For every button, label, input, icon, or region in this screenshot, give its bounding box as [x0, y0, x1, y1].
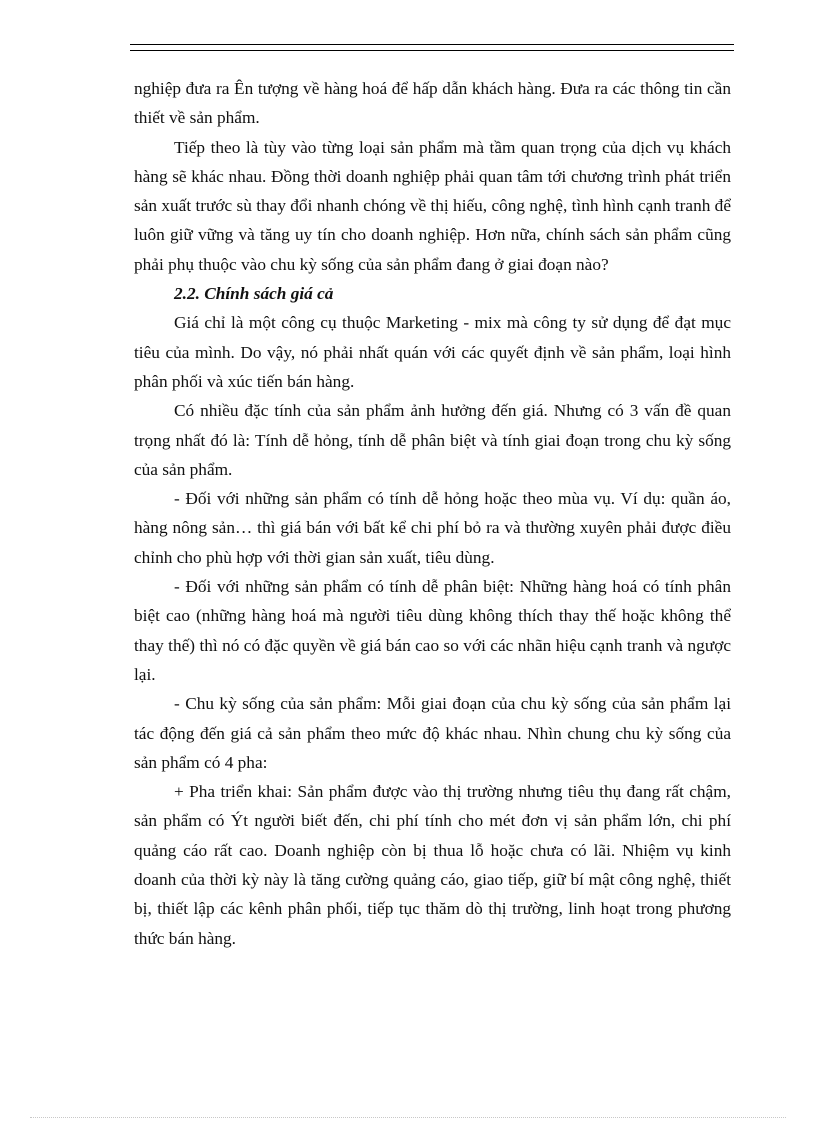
paragraph-continuation: nghiệp đưa ra Ên tượng về hàng hoá để hấp dẫn khách hàng. Đưa ra các thông tin cần thiết về sản phẩm.	[134, 79, 731, 128]
paragraph-distinguishable: - Đối với những sản phẩm có tính dễ phân biệt: Những hàng hoá có tính phân biệt cao (những hàng hoá mà người tiêu dùng không thích thay thế hoặc không thể thay thế) thì nó có đặc quyền về giá bán cao so với các nhãn hiệu cạnh tranh và ngược lại.	[134, 577, 731, 684]
paragraph-introduction-phase: + Pha triển khai: Sản phẩm được vào thị trường nhưng tiêu thụ đang rất chậm, sản phẩm có Ýt người biết đến, chi phí tính cho mét đơn vị sản phẩm lớn, chi phí quảng cáo rất cao. Doanh nghiệp còn bị thua lỗ hoặc chưa có lãi. Nhiệm vụ kinh doanh của thời kỳ này là tăng cường quảng cáo, giao tiếp, giữ bí mật công nghệ, thiết bị, thiết lập các kênh phân phối, tiếp tục thăm dò thị trường, linh hoạt trong phương thức bán hàng.	[134, 782, 731, 948]
body-text	[134, 74, 731, 953]
footer-dotted-line	[30, 1117, 786, 1118]
section-heading-price-policy: 2.2. Chính sách giá cả	[174, 284, 334, 304]
paragraph-customer-service: Tiếp theo là tùy vào từng loại sản phẩm mà tầm quan trọng của dịch vụ khách hàng sẽ khác nhau. Đồng thời doanh nghiệp phải quan tâm tới chương trình phát triển sản xuất trước sù thay đổi nhanh chóng về thị hiếu, công nghệ, tình hình cạnh tranh để luôn giữ vững và tăng uy tín cho doanh nghiệp. Hơn nữa, chính sách sản phẩm cũng phải phụ thuộc vào chu kỳ sống của sản phẩm đang ở giai đoạn nào?	[134, 137, 731, 274]
paragraph-perishable: - Đối với những sản phẩm có tính dễ hỏng hoặc theo mùa vụ. Ví dụ: quần áo, hàng nông sản… thì giá bán với bất kể chi phí bỏ ra và thường xuyên phải được điều chỉnh cho phù hợp với thời gian sản xuất, tiêu dùng.	[134, 489, 731, 567]
paragraph-life-cycle: - Chu kỳ sống của sản phẩm: Mỗi giai đoạn của chu kỳ sống của sản phẩm lại tác động đến giá cả sản phẩm theo mức độ khác nhau. Nhìn chung chu kỳ sống của sản phẩm có 4 pha:	[134, 694, 731, 772]
paragraph-price-factors: Có nhiều đặc tính của sản phẩm ảnh hưởng đến giá. Nhưng có 3 vấn đề quan trọng nhất đó là: Tính dễ hỏng, tính dễ phân biệt và tính giai đoạn trong chu kỳ sống của sản phẩm.	[134, 401, 731, 479]
paragraph-price-tool: Giá chỉ là một công cụ thuộc Marketing - mix mà công ty sử dụng để đạt mục tiêu của mình. Do vậy, nó phải nhất quán với các quyết định về sản phẩm, loại hình phân phối và xúc tiến bán hàng.	[134, 313, 731, 391]
header-double-rule	[130, 44, 734, 51]
